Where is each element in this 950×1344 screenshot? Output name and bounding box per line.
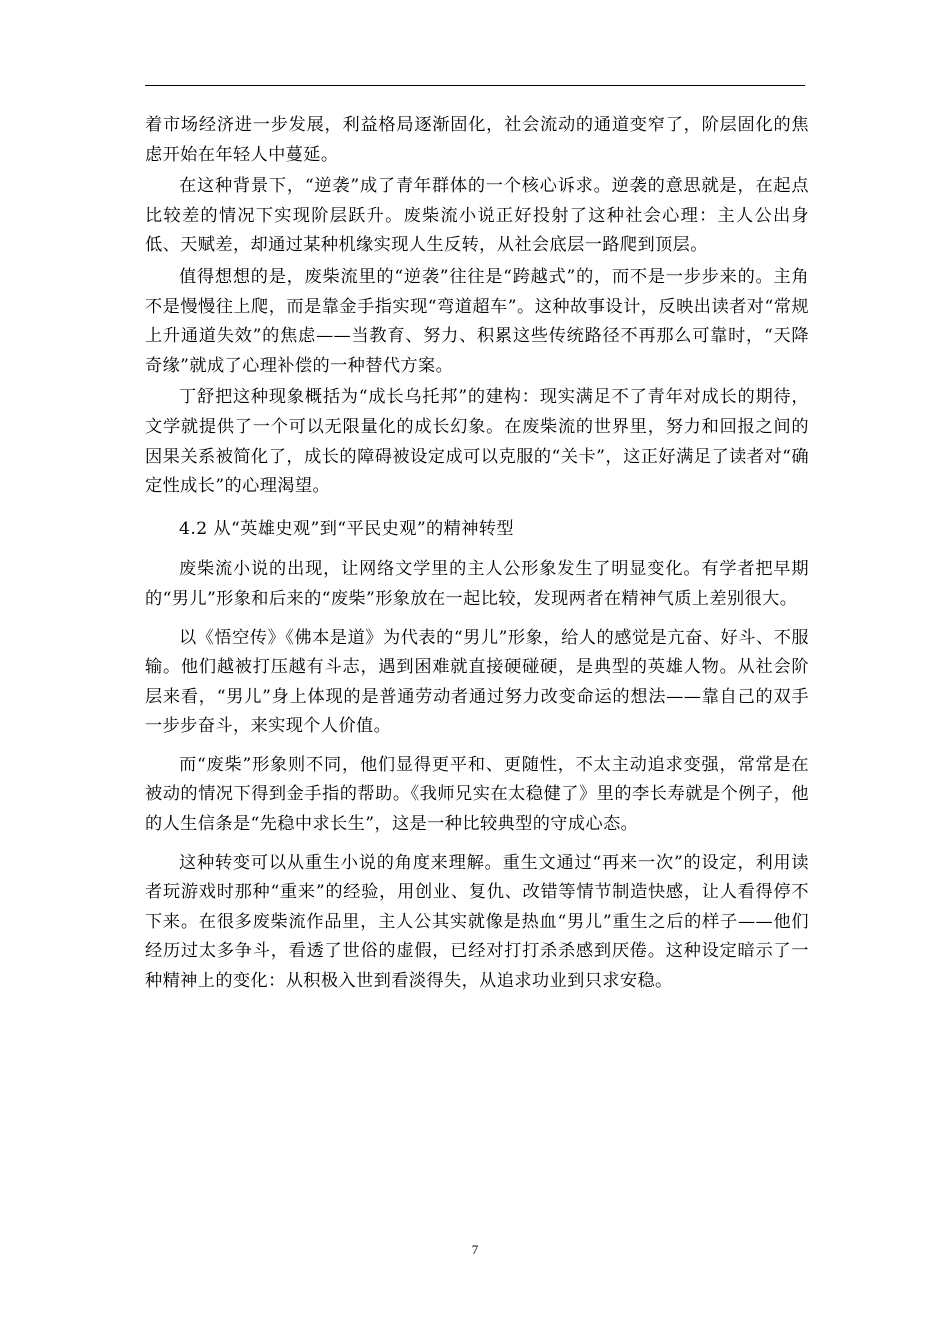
page-number: 7 xyxy=(471,1242,479,1257)
paragraph: 废柴流小说的出现，让网络文学里的主人公形象发生了明显变化。有学者把早期的“男儿”形象和后来的“废柴”形象放在一起比较，发现两者在精神气质上差别很大。 xyxy=(145,559,809,609)
paragraph: 以《悟空传》《佛本是道》为代表的“男儿”形象，给人的感觉是亢奋、好斗、不服输。他们越被打压越有斗志，遇到困难就直接硬碰硬，是典型的英雄人物。从社会阶层来看，“男儿”身上体现的是普通劳动者通过努力改变命运的想法——靠自己的双手一步步奋斗，来实现个人价值。 xyxy=(145,627,809,737)
paragraph: 丁舒把这种现象概括为“成长乌托邦”的建构：现实满足不了青年对成长的期待，文学就提供了一个可以无限量化的成长幻象。在废柴流的世界里，努力和回报之间的因果关系被简化了，成长的障碍被设定成可以克服的“关卡”，这正好满足了读者对“确定性成长”的心理渴望。 xyxy=(145,387,809,497)
paragraph: 而“废柴”形象则不同，他们显得更平和、更随性，不太主动追求变强，常常是在被动的情况下得到金手指的帮助。《我师兄实在太稳健了》里的李长寿就是个例子，他的人生信条是“先稳中求长生”，这是一种比较典型的守成心态。 xyxy=(145,754,809,835)
header-rule xyxy=(145,85,805,86)
paragraph: 这种转变可以从重生小说的角度来理解。重生文通过“再来一次”的设定，利用读者玩游戏时那种“重来”的经验，用创业、复仇、改错等情节制造快感，让人看得停不下来。在很多废柴流作品里，主人公其实就像是热血“男儿”重生之后的样子——他们经历过太多争斗，看透了世俗的虚假，已经对打打杀杀感到厌倦。这种设定暗示了一种精神上的变化：从积极入世到看淡得失，从追求功业到只求安稳。 xyxy=(145,852,809,992)
paragraph-continued: 着市场经济进一步发展，利益格局逐渐固化，社会流动的通道变窄了，阶层固化的焦虑开始在年轻人中蔓延。 xyxy=(145,115,809,165)
paragraph: 值得想想的是，废柴流里的“逆袭”往往是“跨越式”的，而不是一步步来的。主角不是慢慢往上爬，而是靠金手指实现“弯道超车”。这种故事设计，反映出读者对“常规上升通道失效”的焦虑——当教育、努力、积累这些传统路径不再那么可靠时，“天降奇缘”就成了心理补偿的一种替代方案。 xyxy=(145,266,809,376)
page-body xyxy=(145,111,809,997)
paragraph: 在这种背景下，“逆袭”成了青年群体的一个核心诉求。逆袭的意思就是，在起点比较差的情况下实现阶层跃升。废柴流小说正好投射了这种社会心理：主人公出身低、天赋差，却通过某种机缘实现人生反转，从社会底层一路爬到顶层。 xyxy=(145,176,809,256)
section-heading: 4.2 从“英雄史观”到“平民史观”的精神转型 xyxy=(179,518,514,539)
